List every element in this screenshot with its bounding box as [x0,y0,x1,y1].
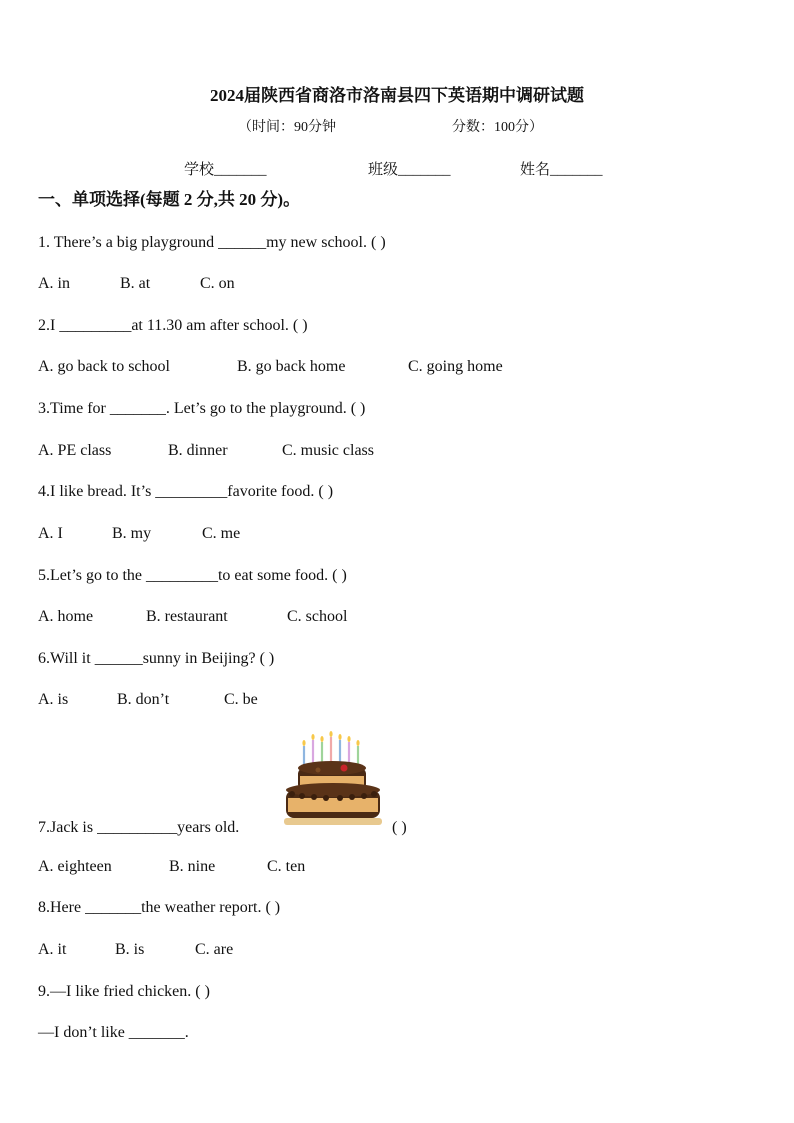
option: A. in [38,275,70,292]
option: C. ten [267,858,306,875]
name-field: 姓名_______ [520,162,603,178]
option: B. go back home [237,358,346,375]
question-stem: 7.Jack is __________years old. [38,819,240,836]
option: C. on [200,275,235,292]
option: B. restaurant [146,608,228,625]
option: C. music class [282,442,374,459]
section-title: 一、单项选择(每题 2 分,共 20 分)。 [38,190,301,209]
option: C. be [224,691,258,708]
option: A. PE class [38,442,112,459]
option: B. don’t [117,691,170,708]
exam-score: 分数：100分） [452,120,543,135]
option: B. is [115,941,145,958]
question-stem: 3.Time for _______. Let’s go to the playground. ( ) [38,400,366,417]
option: A. eighteen [38,858,112,875]
option: B. at [120,275,151,292]
option: C. me [202,525,241,542]
option: A. I [38,525,63,542]
birthday-cake-icon [284,728,384,828]
question-stem: 2.I _________at 11.30 am after school. ( ) [38,317,308,334]
answer-paren: ( ) [392,819,407,836]
question-stem: 9.—I like fried chicken. ( ) [38,983,210,1000]
question-followup: —I don’t like _______. [38,1024,189,1041]
question-stem: 1. There’s a big playground ______my new school. ( ) [38,234,386,251]
school-field: 学校_______ [184,162,267,178]
question-stem: 8.Here _______the weather report. ( ) [38,899,281,916]
option: B. dinner [168,442,228,459]
option: B. nine [169,858,216,875]
option: C. school [287,608,348,625]
option: A. home [38,608,94,625]
question-stem: 5.Let’s go to the _________to eat some food. ( ) [38,567,347,584]
question-stem: 4.I like bread. It’s _________favorite food. ( ) [38,483,334,500]
question-stem: 6.Will it ______sunny in Beijing? ( ) [38,650,275,667]
exam-time: （时间：90分钟 [238,120,336,135]
option: C. going home [408,358,503,375]
option: C. are [195,941,234,958]
option: A. is [38,691,69,708]
option: B. my [112,525,152,542]
option: A. it [38,941,67,958]
class-field: 班级_______ [368,162,451,178]
option: A. go back to school [38,358,170,375]
page-title: 2024届陕西省商洛市洛南县四下英语期中调研试题 [210,86,584,105]
